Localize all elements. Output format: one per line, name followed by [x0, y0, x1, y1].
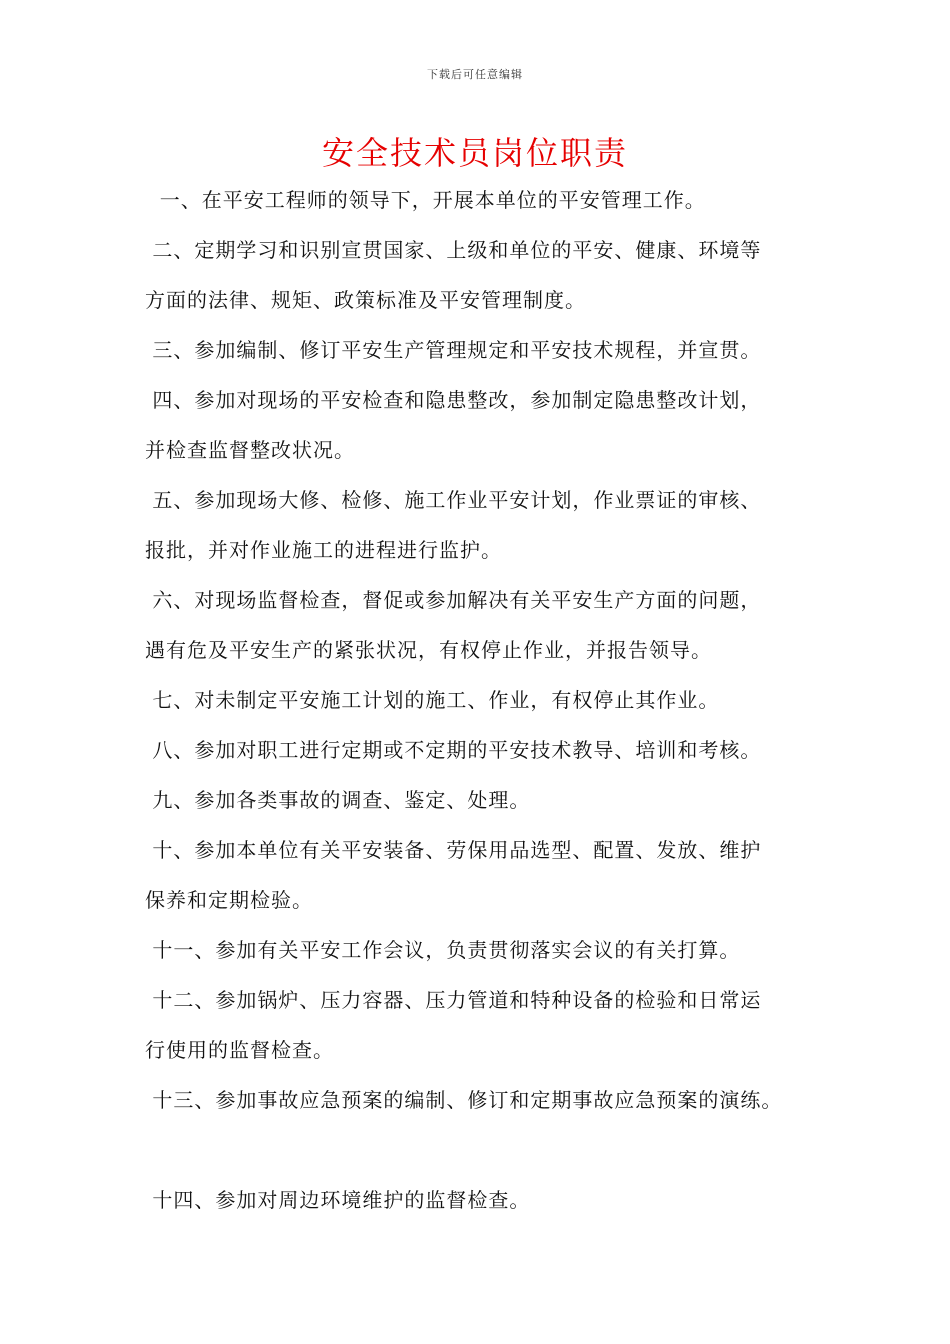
paragraph-line-12: 八、参加对职工进行定期或不定期的平安技术教导、培训和考核。 — [145, 738, 762, 762]
paragraph-line-4: 三、参加编制、修订平安生产管理规定和平安技术规程，并宣贯。 — [145, 338, 762, 362]
paragraph-line-15: 保养和定期检验。 — [145, 888, 313, 912]
paragraph-line-13: 九、参加各类事故的调查、鉴定、处理。 — [145, 788, 531, 812]
paragraph-line-9: 六、对现场监督检查，督促或参加解决有关平安生产方面的问题， — [145, 588, 762, 612]
paragraph-line-5: 四、参加对现场的平安检查和隐患整改，参加制定隐患整改计划， — [145, 388, 762, 412]
paragraph-line-11: 七、对未制定平安施工计划的施工、作业，有权停止其作业。 — [145, 688, 720, 712]
paragraph-line-8: 报批，并对作业施工的进程进行监护。 — [145, 538, 502, 562]
paragraph-line-6: 并检查监督整改状况。 — [145, 438, 355, 462]
paragraph-line-20: 十四、参加对周边环境维护的监督检查。 — [145, 1188, 531, 1212]
paragraph-line-2: 二、定期学习和识别宣贯国家、上级和单位的平安、健康、环境等 — [145, 238, 762, 262]
paragraph-line-7: 五、参加现场大修、检修、施工作业平安计划，作业票证的审核、 — [145, 488, 762, 512]
page-header: 下载后可任意编辑 — [427, 68, 523, 81]
paragraph-line-17: 十二、参加锅炉、压力容器、压力管道和特种设备的检验和日常运 — [145, 988, 762, 1012]
paragraph-line-10: 遇有危及平安生产的紧张状况，有权停止作业，并报告领导。 — [145, 638, 712, 662]
paragraph-line-1: 一、在平安工程师的领导下，开展本单位的平安管理工作。 — [145, 188, 706, 212]
paragraph-line-19: 十三、参加事故应急预案的编制、修订和定期事故应急预案的演练。 — [145, 1088, 783, 1112]
paragraph-line-3: 方面的法律、规矩、政策标准及平安管理制度。 — [145, 288, 586, 312]
paragraph-line-16: 十一、参加有关平安工作会议，负责贯彻落实会议的有关打算。 — [145, 938, 741, 962]
paragraph-line-18: 行使用的监督检查。 — [145, 1038, 334, 1062]
paragraph-line-14: 十、参加本单位有关平安装备、劳保用品选型、配置、发放、维护 — [145, 838, 762, 862]
document-title: 安全技术员岗位职责 — [321, 134, 628, 172]
